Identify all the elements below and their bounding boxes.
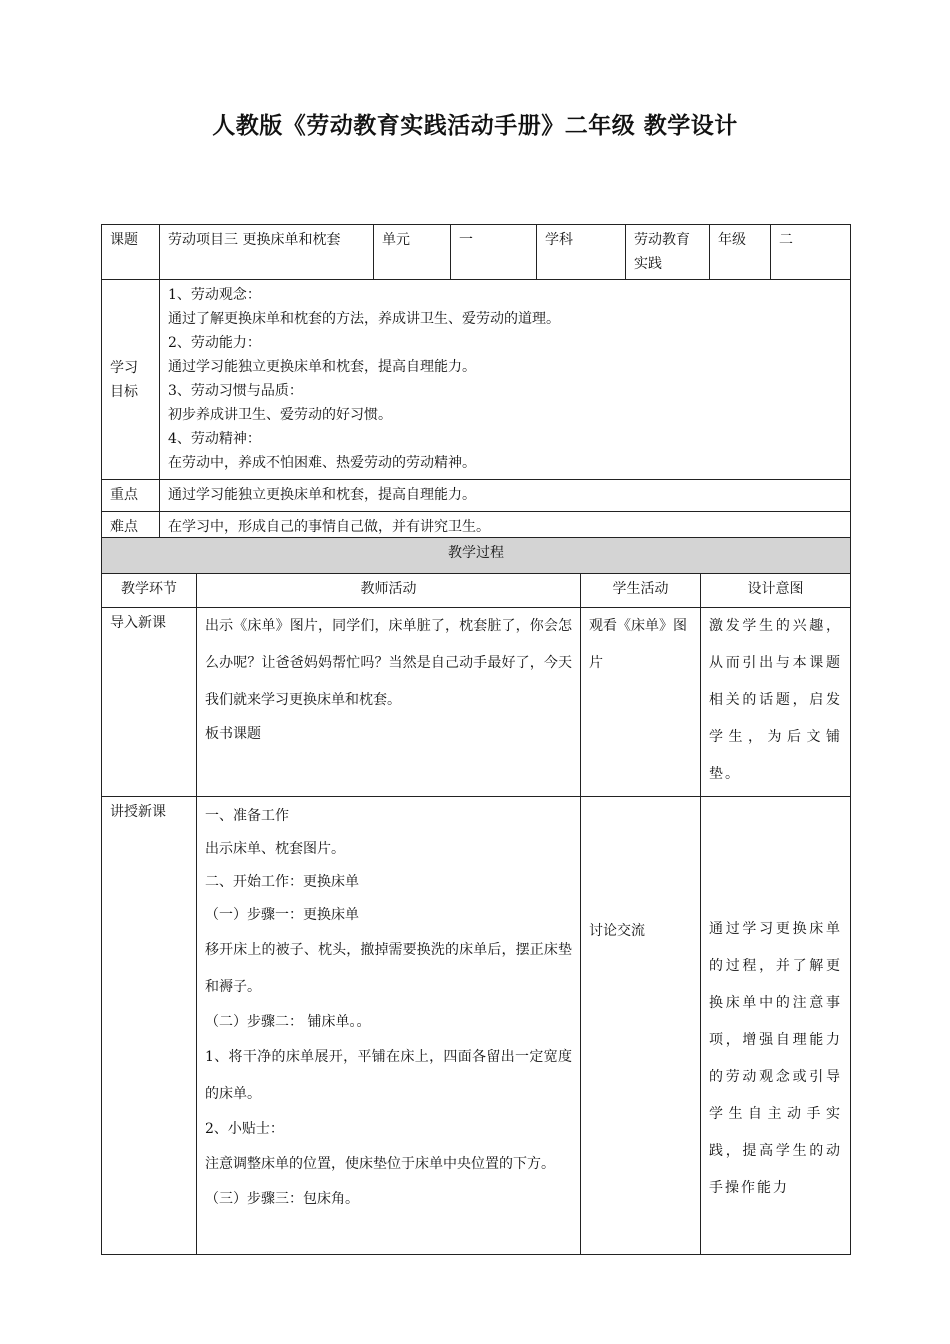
unit-label: 单元: [374, 225, 451, 280]
goals-line: 1、劳动观念：: [168, 287, 261, 303]
teacher-activity-line: 一、准备工作: [205, 808, 289, 824]
subject-value: 劳动教育实践: [626, 225, 710, 280]
subject-label: 学科: [537, 225, 626, 280]
grade-label: 年级: [710, 225, 771, 280]
header-stage: 教学环节: [102, 574, 197, 608]
goals-line: 通过学习能独立更换床单和枕套，提高自理能力。: [168, 359, 476, 375]
teaching-process-table: [101, 537, 851, 1255]
student-activity-new-lesson: 讨论交流: [581, 797, 701, 1255]
key-point-label: 重点: [102, 480, 160, 512]
design-intent-new-lesson: 通过学习更换床单的过程，并了解更换床单中的注意事项，增强自理能力的劳动观念或引导学生自主动手实践，提高学生的动手操作能力: [701, 797, 851, 1255]
key-point-value: 通过学习能独立更换床单和枕套，提高自理能力。: [160, 480, 851, 512]
lesson-info-table: [101, 224, 851, 544]
table-row: [102, 608, 851, 797]
teacher-activity-line: （三）步骤三：包床角。: [205, 1191, 359, 1207]
goals-label: 学习目标: [102, 280, 160, 480]
goals-line: 在劳动中，养成不怕困难、热爱劳动的劳动精神。: [168, 455, 476, 471]
goals-line: 初步养成讲卫生、爱劳动的好习惯。: [168, 407, 392, 423]
header-student-activity: 学生活动: [581, 574, 701, 608]
difficulty-label: 难点: [102, 512, 160, 544]
teacher-activity-line: （二）步骤二： 铺床单。。: [205, 1014, 371, 1030]
teacher-activity-intro: 出示《床单》图片，同学们，床单脏了，枕套脏了，你会怎么办呢？让爸爸妈妈帮忙吗？当然是自己动手最好了，今天我们就来学习更换床单和枕套。: [205, 618, 572, 708]
stage-intro: 导入新课: [102, 608, 197, 797]
header-design-intent: 设计意图: [701, 574, 851, 608]
design-intent-intro: 激发学生的兴趣，从而引出与本课题相关的话题，启发学生，为后文铺垫。: [701, 608, 851, 797]
grade-value: 二: [771, 225, 851, 280]
difficulty-value: 在学习中，形成自己的事情自己做，并有讲究卫生。: [160, 512, 851, 544]
goals-line: 通过了解更换床单和枕套的方法，养成讲卫生、爱劳动的道理。: [168, 311, 560, 327]
process-section-title: 教学过程: [102, 538, 851, 574]
document-title: 人教版《劳动教育实践活动手册》二年级 教学设计: [212, 112, 738, 139]
topic-value: 劳动项目三 更换床单和枕套: [160, 225, 374, 280]
teacher-activity-line: 1、将干净的床单展开，平铺在床上，四面各留出一定宽度的床单。: [205, 1049, 572, 1102]
teacher-activity-intro-extra: 板书课题: [205, 726, 261, 742]
goals-line: 3、劳动习惯与品质：: [168, 383, 303, 399]
goals-line: 4、劳动精神：: [168, 431, 261, 447]
header-teacher-activity: 教师活动: [197, 574, 581, 608]
topic-label: 课题: [102, 225, 160, 280]
teacher-activity-line: 2、小贴士：: [205, 1121, 284, 1137]
teacher-activity-line: （一）步骤一：更换床单: [205, 907, 359, 923]
unit-value: 一: [451, 225, 537, 280]
teacher-activity-line: 移开床上的被子、枕头，撤掉需要换洗的床单后，摆正床垫和褥子。: [205, 942, 572, 995]
teacher-activity-line: 二、开始工作：更换床单: [205, 874, 359, 890]
student-activity-intro: 观看《床单》图片: [581, 608, 701, 797]
goals-line: 2、劳动能力：: [168, 335, 261, 351]
goals-content: [160, 280, 851, 480]
teacher-activity-line: 出示床单、枕套图片。: [205, 841, 345, 857]
table-row: [102, 797, 851, 1255]
stage-new-lesson: 讲授新课: [102, 797, 197, 1255]
teacher-activity-line: 注意调整床单的位置，使床垫位于床单中央位置的下方。: [205, 1156, 555, 1172]
